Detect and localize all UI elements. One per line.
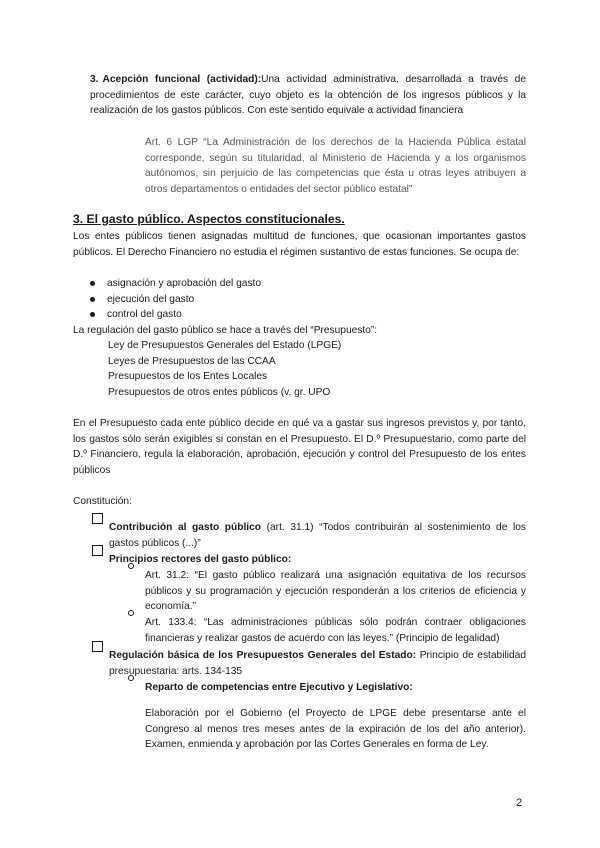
page-number: 2 [516, 797, 523, 809]
budget-list [108, 338, 341, 400]
intro-title: Acepción funcional (actividad): [102, 74, 262, 85]
sub-item [128, 670, 526, 763]
intro-text: Una actividad administrativa, desarrollada a través de procedimientos de este carácter, cuyo objeto es la obtención de los ingresos públicos y la realización de los gastos públicos. Con este sentido equivale a actividad financiera [90, 74, 526, 117]
circle-bullet-icon [128, 610, 134, 616]
sub-item-text: Art. 31.2: “El gasto público realizará una asignación equitativa de los recursos públicos y su programación y ejecución responderán a los criterios de eficiencia y economía.” [145, 570, 526, 613]
checkbox-icon[interactable] [92, 513, 103, 524]
item-text: (art. 31.1) “Todos contribuirán al sostenimiento de los gastos públicos (...)” [109, 522, 526, 549]
list-item: Leyes de Presupuestos de las CCAA [108, 355, 276, 367]
section-paragraph-3: En el Presupuesto cada ente público decide en qué va a gastar sus ingresos previstos y, por tanto, los gastos sólo serán exigibles si constan en el Presupuesto. El D.º Presupuestario, como parte del D.º Financiero, regula la elaboración, aprobación, ejecución y control del Presupuesto de los entes públicos [73, 418, 526, 476]
intro-number: 3. [90, 74, 99, 85]
checkbox-icon[interactable] [92, 641, 103, 652]
section-paragraph-1: Los entes públicos tienen asignadas multitud de funciones, que ocasionan importantes gastos públicos. El Derecho Financiero no estudia el régimen sustantivo de estas funciones. Se ocupa de: [73, 231, 526, 258]
checkbox-icon[interactable] [92, 545, 103, 556]
art-6-quote: Art. 6 LGP “La Administración de los derechos de la Hacienda Pública estatal corresponde, según su titularidad, al Ministerio de Hacienda y a los organismos autónomos, sin perjuicio de las competencias que ésta u otras leyes atribuyen a otros departamentos o entidades del sector público estatal” [145, 137, 526, 195]
sub-item-text: Elaboración por el Gobierno (el Proyecto de LPGE debe presentarse ante el Congreso al menos tres meses antes de la expiración de los del año anterior). Examen, enmienda y aprobación por las Cortes Generales en forma de Ley. [145, 707, 526, 751]
list-item: control del gasto [73, 307, 261, 323]
item-title: Principios rectores del gasto público: [109, 554, 292, 566]
item-text: Principio de estabilidad presupuestaria: arts. 134-135 [109, 650, 526, 677]
circle-bullet-icon [128, 563, 134, 569]
list-item: Presupuestos de los Entes Locales [108, 371, 268, 383]
intro-item [90, 72, 526, 119]
section-paragraph-2: La regulación del gasto público se hace a través del “Presupuesto”: [73, 325, 378, 336]
list-item: Presupuestos de otros entes públicos (v. gr. UPO [108, 386, 331, 398]
sub-item-text: Art. 133.4: “Las administraciones públicas sólo podrán contraer obligaciones financieras y realizar gastos de acuerdo con las leyes.” (Principio de legalidad) [145, 617, 526, 644]
item-title: Regulación básica de los Presupuestos Generales del Estado: [109, 650, 417, 662]
bullet-list [73, 276, 261, 323]
section-heading: 3. El gasto público. Aspectos constitucionales. [73, 212, 345, 226]
constitution-label: Constitución: [73, 496, 132, 507]
list-item: Ley de Presupuestos Generales del Estado (LPGE) [108, 340, 342, 351]
item-title: Contribución al gasto público [109, 522, 262, 534]
circle-bullet-icon [128, 675, 134, 681]
list-item: asignación y aprobación del gasto [73, 276, 261, 292]
list-item: ejecución del gasto [73, 292, 261, 308]
sub-item-title: Reparto de competencias entre Ejecutivo y Legislativo: [145, 682, 413, 694]
